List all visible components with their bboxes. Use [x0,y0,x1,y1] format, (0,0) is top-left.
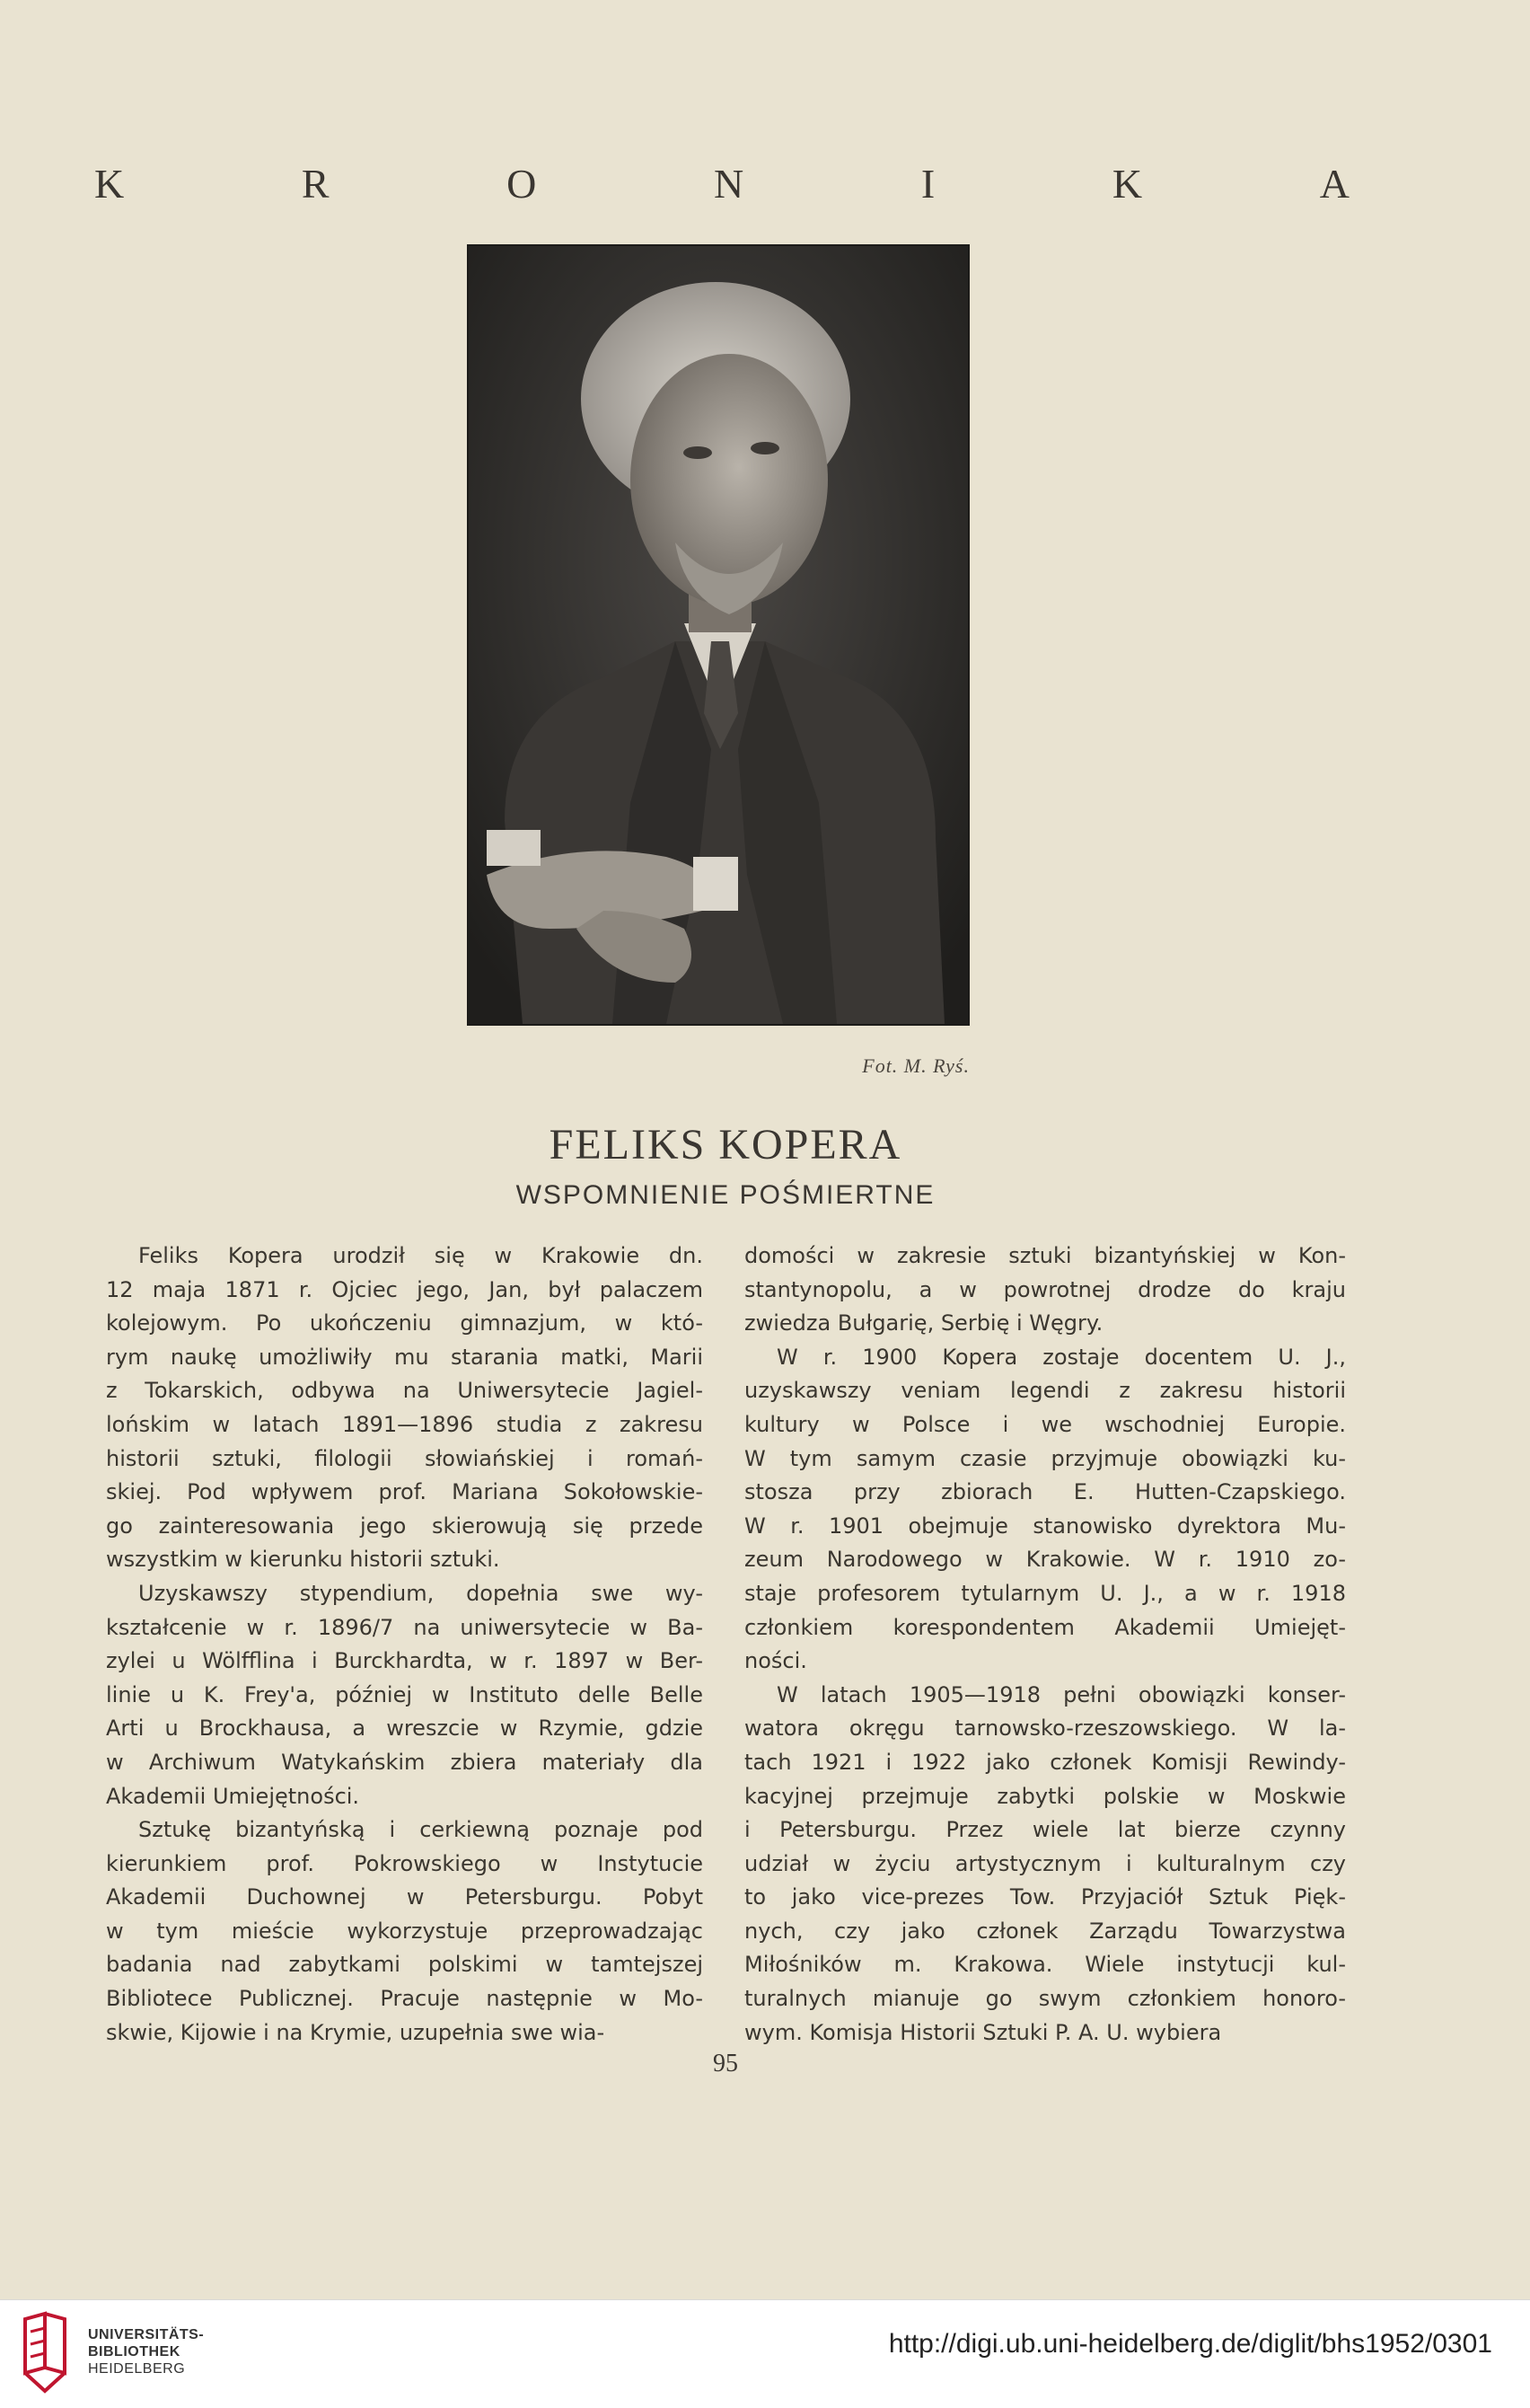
text-line: lońskim w latach 1891—1896 studia z zakresu [106,1411,703,1437]
text-line: w Archiwum Watykańskim zbiera materiały dla [106,1749,703,1775]
text-line: W tym samym czasie przyjmuje obowiązki ku- [744,1445,1346,1471]
section-header-kronika [94,160,1351,207]
paragraph [744,1679,1346,2051]
library-name-line: HEIDELBERG [88,2361,186,2377]
library-name-line: UNIVERSITÄTS- [88,2327,205,2342]
text-line: go zainteresowania jego skierowują się przede [106,1513,703,1539]
header-letter: O [506,161,539,207]
text-line: historii sztuki, filologii słowiańskiej i romań- [106,1445,703,1471]
article-subtitle: WSPOMNIENIE POŚMIERTNE [515,1180,936,1210]
text-line: stosza przy zbiorach E. Hutten-Czapskiego. [744,1479,1346,1505]
text-line: to jako vice-prezes Tow. Przyjaciół Sztuk Pięk- [744,1884,1346,1910]
text-line: Uzyskawszy stypendium, dopełnia swe wy- [138,1580,703,1606]
text-line: Sztukę bizantyńską i cerkiewną poznaje pod [138,1817,703,1843]
article-title: FELIKS KOPERA [549,1121,902,1169]
paragraph [106,1239,703,1577]
paragraph [744,1341,1346,1679]
text-line: nych, czy jako członek Zarządu Towarzystwa [744,1918,1346,1944]
portrait-illustration [469,246,968,1024]
text-line: turalnych mianuje go swym członkiem honoro- [744,1986,1346,2012]
page-number: 95 [713,2050,738,2077]
text-line: zwiedza Bułgarię, Serbię i Węgry. [744,1310,1104,1336]
header-letter: K [94,161,127,207]
text-line: Miłośników m. Krakowa. Wiele instytucji kul- [744,1952,1346,1978]
text-line: Arti u Brockhausa, a wreszcie w Rzymie, gdzie [106,1716,703,1742]
text-line: Akademii Umiejętności. [106,1783,360,1809]
library-name [88,2326,204,2377]
paragraph [106,1577,703,1813]
text-line: Bibliotece Publicznej. Pracuje następnie w Mo- [106,1986,703,2012]
text-line: kolejowym. Po ukończeniu gimnazjum, w któ- [106,1310,703,1336]
header-letter: N [714,161,746,207]
text-line: stantynopolu, a w powrotnej drodze do kraju [744,1276,1346,1302]
text-line: ności. [744,1648,807,1674]
text-line: w tym mieście wykorzystuje przeprowadzając [106,1918,703,1944]
text-line: wym. Komisja Historii Sztuki P. A. U. wybiera [744,2019,1222,2045]
text-line: zeum Narodowego w Krakowie. W r. 1910 zo- [744,1547,1346,1573]
text-line: skwie, Kijowie i na Krymie, uzupełnia swe wia- [106,2019,605,2045]
header-letter: A [1319,161,1351,207]
library-name-line: BIBLIOTHEK [88,2344,180,2359]
text-line: kształcenie w r. 1896/7 na uniwersytecie w Ba- [106,1614,703,1640]
text-line: wszystkim w kierunku historii sztuki. [106,1547,500,1573]
text-line: z Tokarskich, odbywa na Uniwersytecie Jagiel- [106,1378,703,1404]
text-line: uzyskawszy veniam legendi z zakresu historii [744,1378,1346,1404]
paragraph [106,1813,703,2050]
text-line: kierunkiem prof. Pokrowskiego w Instytucie [106,1850,703,1876]
paragraph [744,1239,1346,1341]
source-url-link[interactable]: http://digi.ub.uni-heidelberg.de/diglit/bhs1952/0301 [888,2329,1492,2359]
text-line: i Petersburgu. Przez wiele lat bierze czynny [744,1817,1346,1843]
text-line: W latach 1905—1918 pełni obowiązki konser- [777,1681,1346,1707]
text-line: Feliks Kopera urodził się w Krakowie dn. [138,1243,703,1268]
text-line: W r. 1901 obejmuje stanowisko dyrektora Mu- [744,1513,1346,1539]
header-letter: K [1112,161,1145,207]
text-line: kacyjnej przejmuje zabytki polskie w Moskwie [744,1783,1346,1809]
text-line: udział w życiu artystycznym i kulturalnym czy [744,1850,1346,1876]
text-line: watora okręgu tarnowsko-rzeszowskiego. W la- [744,1716,1346,1742]
text-line: skiej. Pod wpływem prof. Mariana Sokołowskie- [106,1479,703,1505]
text-line: domości w zakresie sztuki bizantyńskiej w Kon- [744,1243,1346,1268]
text-line: Akademii Duchownej w Petersburgu. Pobyt [106,1884,703,1910]
right-text-column [744,1239,1346,2050]
text-line: 12 maja 1871 r. Ojciec jego, Jan, był palaczem [106,1276,703,1302]
text-line: linie u K. Frey'a, później w Instituto delle Belle [106,1681,703,1707]
left-text-column [106,1239,703,2050]
text-line: kultury w Polsce i we wschodniej Europie. [744,1411,1346,1437]
photo-caption: Fot. M. Ryś. [862,1054,970,1077]
text-line: tach 1921 i 1922 jako członek Komisji Rewindy- [744,1749,1346,1775]
portrait-photo [467,244,970,1026]
text-line: rym naukę umożliwiły mu starania matki, Marii [106,1344,703,1370]
text-line: W r. 1900 Kopera zostaje docentem U. J., [777,1344,1346,1370]
text-line: zylei u Wölfflina i Burckhardta, w r. 1897 w Ber- [106,1648,703,1674]
header-letter: R [301,161,331,207]
header-letter: I [920,161,937,207]
library-logo-icon [18,2310,72,2395]
text-line: badania nad zabytkami polskimi w tamtejszej [106,1952,703,1978]
text-line: członkiem korespondentem Akademii Umiejęt- [744,1614,1346,1640]
text-line: staje profesorem tytularnym U. J., a w r. 1918 [744,1580,1346,1606]
